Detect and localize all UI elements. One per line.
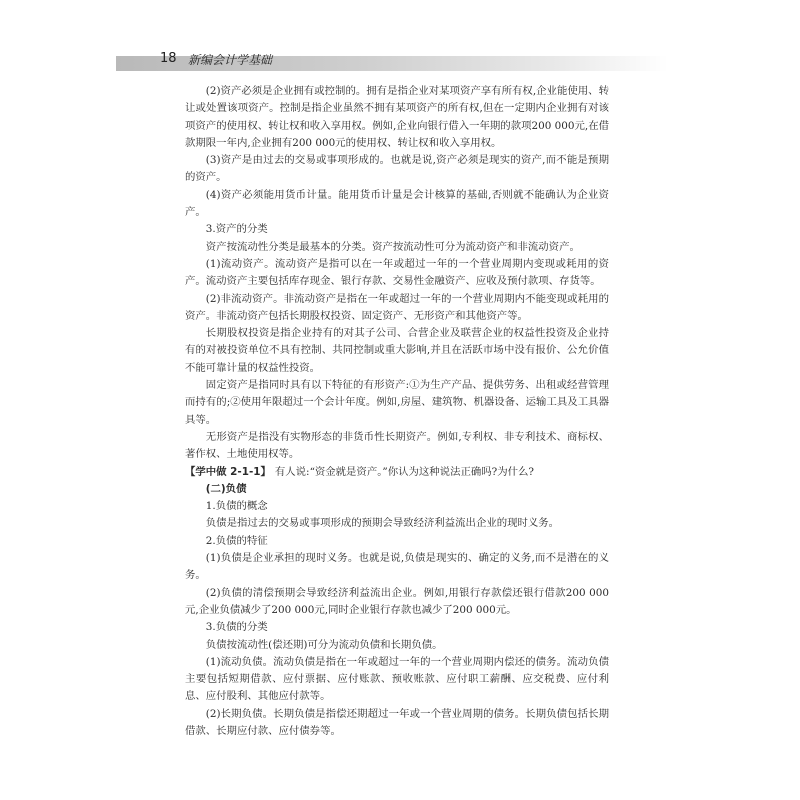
exercise-tag: 【学中做 2-1-1】	[185, 465, 271, 478]
paragraph: (2)资产必须是企业拥有或控制的。拥有是指企业对某项资产享有所有权,企业能使用、转让或处置该项资产。控制是指企业虽然不拥有某项资产的所有权,但在一定期内企业拥有对该项资产的使用权、转让权和收入享用权。例如,企业向银行借入一年期的款项200 000元,在借款期限一年内,企业拥有200 000元的使用权、转让权和收入享用权。	[185, 85, 609, 149]
exercise-text: 有人说:“资金就是资产。”你认为这种说法正确吗?为什么?	[274, 465, 534, 478]
exercise	[185, 464, 609, 481]
paragraph: (2)非流动资产。非流动资产是指在一年或超过一年的一个营业周期内不能变现或耗用的资产。非流动资产包括长期股权投资、固定资产、无形资产和其他资产等。	[185, 292, 609, 322]
section-heading: (二)负债	[205, 482, 247, 495]
subheading: 3.负债的分类	[205, 621, 268, 634]
paragraph: 负债是指过去的交易或事项形成的预期会导致经济利益流出企业的现时义务。	[205, 517, 560, 530]
running-title: 新编会计学基础	[188, 53, 273, 67]
paragraph: (1)流动资产。流动资产是指可以在一年或超过一年的一个营业周期内变现或耗用的资产。流动资产主要包括库存现金、银行存款、交易性金融资产、应收及预付款项、存货等。	[185, 257, 609, 288]
body-text	[185, 83, 609, 740]
paragraph: 负债按流动性(偿还期)可分为流动负债和长期负债。	[205, 638, 443, 651]
paragraph: (4)资产必须能用货币计量。能用货币计量是会计核算的基础,否则就不能确认为企业资产。	[185, 188, 609, 219]
paragraph: (1)负债是企业承担的现时义务。也就是说,负债是现实的、确定的义务,而不是潜在的义务。	[185, 552, 609, 582]
paragraph: (1)流动负债。流动负债是指在一年或超过一年的一个营业周期内偿还的债务。流动负债主要包括短期借款、应付票据、应付账款、预收账款、应付职工薪酬、应交税费、应付利息、应付股利、其他应付款等。	[185, 655, 609, 703]
paragraph: 固定资产是指同时具有以下特征的有形资产:①为生产产品、提供劳务、出租或经营管理而持有的;②使用年限超过一个会计年度。例如,房屋、建筑物、机器设备、运输工具及工具器具等。	[185, 379, 609, 426]
paragraph: 资产按流动性分类是最基本的分类。资产按流动性可分为流动资产和非流动资产。	[205, 240, 580, 253]
paragraph: 长期股权投资是指企业持有的对其子公司、合营企业及联营企业的权益性投资及企业持有的对被投资单位不具有控制、共同控制或重大影响,并且在活跃市场中没有报价、公允价值不能可靠计量的权益性投资。	[185, 327, 609, 374]
paragraph: (2)长期负债。长期负债是指偿还期超过一年或一个营业周期的债务。长期负债包括长期借款、长期应付款、应付债券等。	[185, 707, 609, 737]
subheading: 1.负债的概念	[205, 500, 268, 513]
paragraph: (3)资产是由过去的交易或事项形成的。也就是说,资产必须是现实的资产,而不能是预期的资产。	[185, 154, 609, 184]
paragraph: (2)负债的清偿预期会导致经济利益流出企业。例如,用银行存款偿还银行借款200 000元,企业负债减少了200 000元,同时企业银行存款也减少了200 000元。	[185, 586, 609, 616]
subheading: 3.资产的分类	[205, 223, 268, 236]
paragraph: 无形资产是指没有实物形态的非货币性长期资产。例如,专利权、非专利技术、商标权、著作权、土地使用权等。	[185, 430, 609, 461]
page-number: 18	[160, 51, 177, 66]
subheading: 2.负债的特征	[205, 534, 268, 547]
